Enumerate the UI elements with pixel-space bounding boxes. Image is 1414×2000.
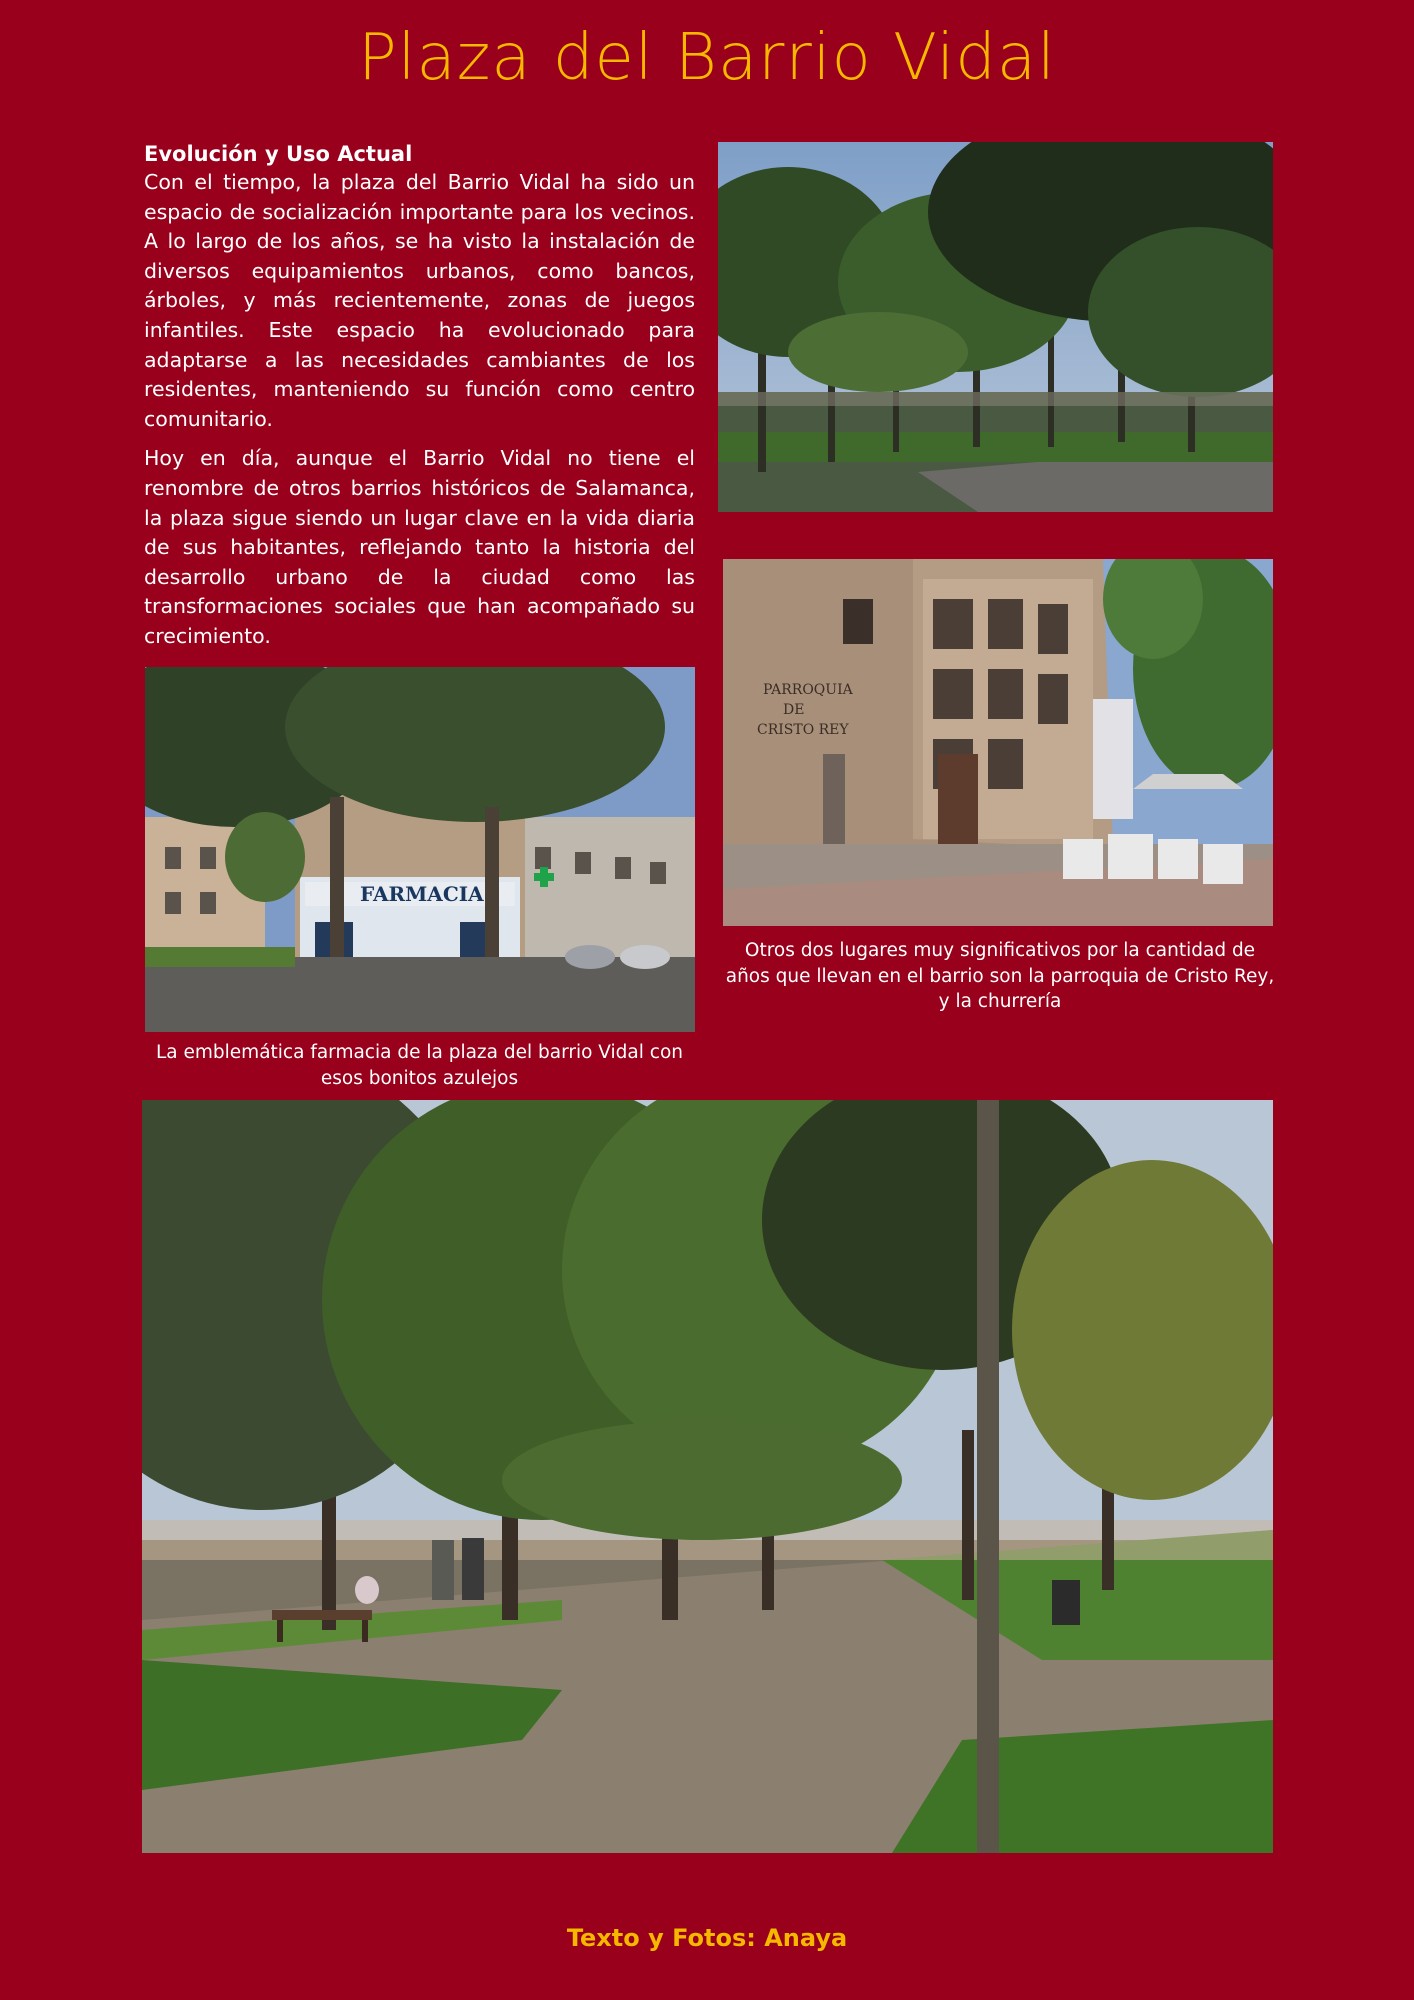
farmacia-caption: La emblemática farmacia de la plaza del barrio Vidal con esos bonitos azulejos [155, 1042, 683, 1089]
plaza-trees-photo [718, 142, 1273, 512]
article-paragraph-1: Con el tiempo, la plaza del Barrio Vidal ha sido un espacio de socialización importante para los vecinos. A lo largo de los años, se ha visto la instalación de diversos equipamientos urbanos, como bancos, árboles, y más recientemente, zonas de juegos infantiles. Este espacio ha evolucionado para adaptarse a las necesidades cambiantes de los residentes, manteniendo su función como centro comunitario. [144, 170, 695, 431]
article-section [144, 140, 695, 662]
parroquia-sign-text: PARROQUIA [763, 682, 853, 698]
article-paragraph-2: Hoy en día, aunque el Barrio Vidal no tiene el renombre de otros barrios históricos de Salamanca, la plaza sigue siendo un lugar clave en la vida diaria de sus habitantes, reflejando tanto la historia del desarrollo urbano de la ciudad como las transformaciones sociales que han acompañado su crecimiento. [144, 446, 695, 648]
svg-text:DE: DE [783, 702, 805, 718]
page-title: Plaza del Barrio Vidal [358, 21, 1056, 95]
section-heading: Evolución y Uso Actual [144, 142, 413, 166]
svg-text:CRISTO REY: CRISTO REY [757, 722, 849, 738]
photo-credit: Texto y Fotos: Anaya [566, 1924, 848, 1952]
farmacia-sign-text: FARMACIA [360, 882, 484, 906]
plaza-panorama-photo [142, 1100, 1273, 1853]
farmacia-photo [145, 667, 695, 1032]
parroquia-photo [723, 559, 1273, 926]
parroquia-caption: Otros dos lugares muy significativos por la cantidad de años que llevan en el barrio son la parroquia de Cristo Rey, y la churrería [725, 940, 1275, 1012]
